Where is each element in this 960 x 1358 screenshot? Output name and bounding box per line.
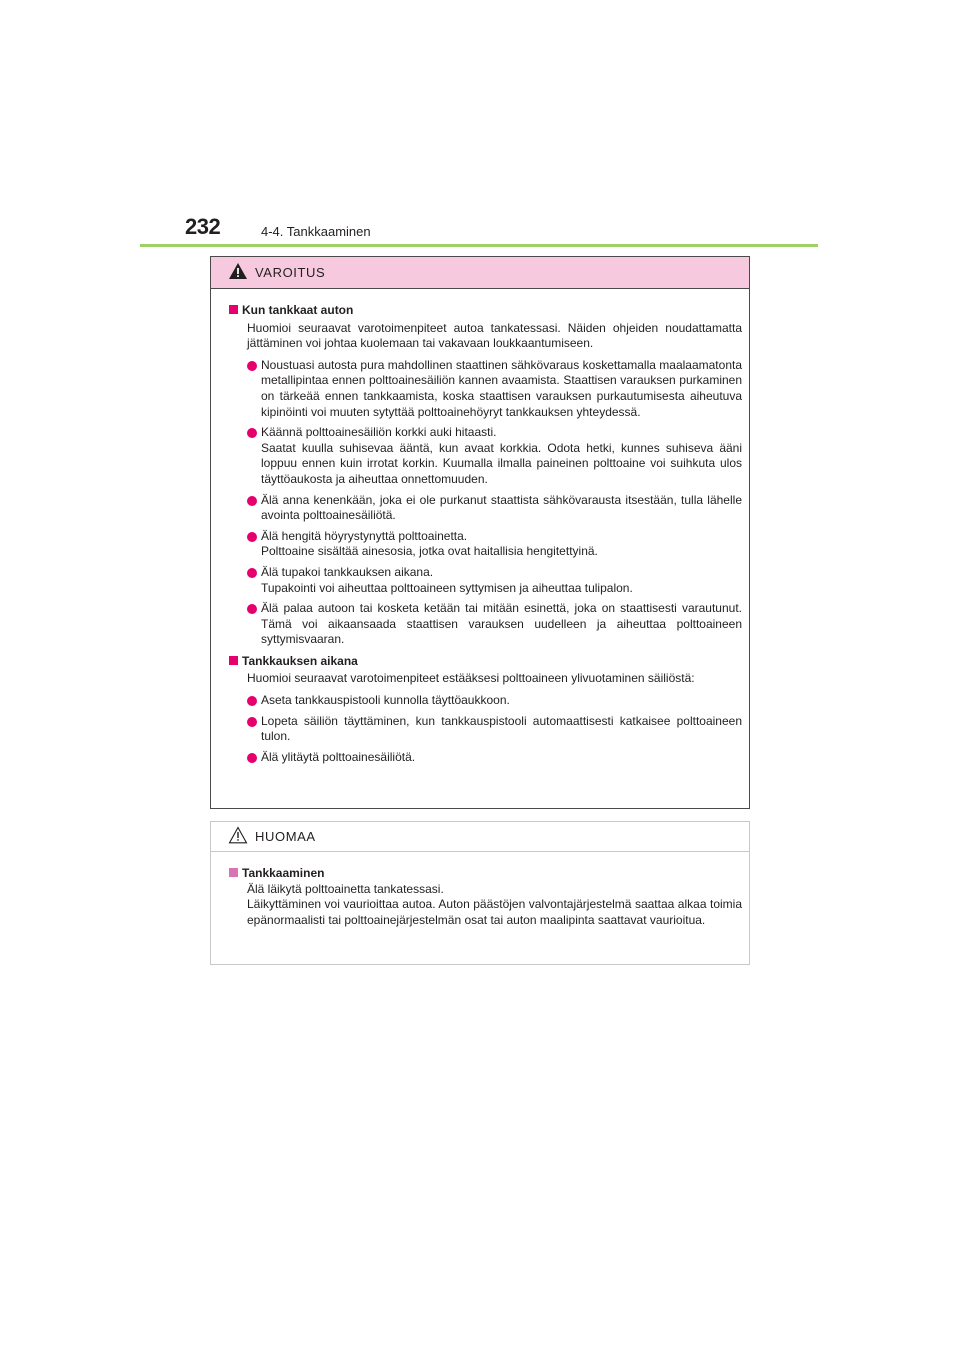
notice-body <box>211 852 749 928</box>
bullet-text: Älä palaa autoon tai kosketa ketään tai mitään esinettä, joka on staattisesti varautunut. Tämä voi aikaansaada staattisen varauksen uudelleen ja aiheuttaa polttoaineen syttymisvaaran. <box>261 601 742 647</box>
section-heading <box>229 654 742 670</box>
warning-label: VAROITUS <box>255 265 326 280</box>
round-bullet-icon <box>247 568 257 578</box>
bullet-list <box>229 693 742 765</box>
bullet-list <box>229 358 742 648</box>
round-bullet-icon <box>247 753 257 763</box>
section-intro: Huomioi seuraavat varotoimenpiteet autoa tankatessasi. Näiden ohjeiden noudattamatta jättäminen voi johtaa kuolemaan tai vakavaan loukkaantumiseen. <box>247 320 742 351</box>
warning-body <box>211 289 749 765</box>
round-bullet-icon <box>247 428 257 438</box>
page-number: 232 <box>185 214 221 239</box>
round-bullet-icon <box>247 696 257 706</box>
warning-triangle-icon <box>228 262 248 280</box>
bullet-text: Älä hengitä höyrystynyttä polttoainetta. <box>261 528 468 543</box>
section-title-text: Kun tankkaat auton <box>242 303 354 317</box>
warning-section <box>229 654 742 766</box>
bullet-text: Aseta tankkauspistooli kunnolla täyttöaukkoon. <box>261 693 510 708</box>
round-bullet-icon <box>247 361 257 371</box>
notice-header <box>211 822 749 852</box>
bullet-item <box>229 493 742 524</box>
bullet-item <box>229 714 742 745</box>
notice-label: HUOMAA <box>255 829 316 844</box>
notice-text: Läikyttäminen voi vaurioittaa autoa. Auton päästöjen valvontajärjestelmä saattaa alkaa toimia epänormaalisti tai polttoainejärjestelmän osat tai auton maalipinta saattavat vaurioitua. <box>247 897 742 927</box>
bullet-text: Älä ylitäytä polttoainesäiliötä. <box>261 749 416 764</box>
section-title-text: Tankkauksen aikana <box>242 653 358 668</box>
square-bullet-icon <box>229 305 238 314</box>
header-rule <box>140 244 818 247</box>
round-bullet-icon <box>247 496 257 506</box>
section-intro: Huomioi seuraavat varotoimenpiteet estääksesi polttoaineen ylivuotaminen säiliöstä: <box>247 671 695 686</box>
round-bullet-icon <box>247 717 257 727</box>
bullet-text: Polttoaine sisältää ainesosia, jotka ovat haitallisia hengitettyinä. <box>261 544 598 559</box>
round-bullet-icon <box>247 532 257 542</box>
warning-section <box>229 303 742 648</box>
warning-header <box>211 257 749 289</box>
section-heading <box>229 866 742 882</box>
square-bullet-icon <box>229 868 238 877</box>
bullet-text: Saatat kuulla suhisevaa ääntä, kun avaat korkkia. Odota hetki, kunnes suhiseva ääni loppuu ennen kuin irrotat korkin. Kuumalla ilmalla paineinen polttoaine voi suihkuta ulos täyttöaukosta ja aiheuttaa onnettomuuden. <box>261 440 742 486</box>
bullet-item <box>229 750 742 766</box>
section-heading <box>229 303 742 319</box>
bullet-text: Lopeta säiliön täyttäminen, kun tankkauspistooli automaattisesti katkaisee polttoaineen tulon. <box>261 713 742 744</box>
notice-section <box>229 866 742 928</box>
bullet-text: Älä tupakoi tankkauksen aikana. <box>261 564 434 579</box>
bullet-text: Tupakointi voi aiheuttaa polttoaineen syttymisen ja aiheuttaa tulipalon. <box>261 580 633 595</box>
bullet-item <box>229 565 742 596</box>
square-bullet-icon <box>229 656 238 665</box>
bullet-item <box>229 529 742 560</box>
bullet-item <box>229 601 742 648</box>
section-title-text: Tankkaaminen <box>242 866 325 880</box>
warning-box <box>210 256 750 809</box>
bullet-text: Noustuasi autosta pura mahdollinen staattinen sähkövaraus koskettamalla maalaamatonta metallipintaa ennen polttoainesäiliön kannen avaamista. Staattisen varauksen purkaminen on tärkeää ennen tankkaamista, koska staattisen varauksen purkautumisesta aiheutuva kipinöinti voi muuten sytyttää polttoainehöyryt tankkauksen yhteydessä. <box>261 357 742 419</box>
bullet-text: Älä anna kenenkään, joka ei ole purkanut staattista sähkövarausta itsestään, tulla lähelle avointa polttoainesäiliötä. <box>261 492 742 523</box>
bullet-item <box>229 693 742 709</box>
bullet-text: Käännä polttoainesäiliön korkki auki hitaasti. <box>261 425 497 440</box>
bullet-item <box>229 425 742 487</box>
notice-text: Älä läikytä polttoainetta tankatessasi. <box>247 881 444 896</box>
round-bullet-icon <box>247 604 257 614</box>
notice-box <box>210 821 750 965</box>
caution-triangle-icon <box>228 826 248 844</box>
bullet-item <box>229 358 742 420</box>
section-title: 4-4. Tankkaaminen <box>261 224 371 239</box>
